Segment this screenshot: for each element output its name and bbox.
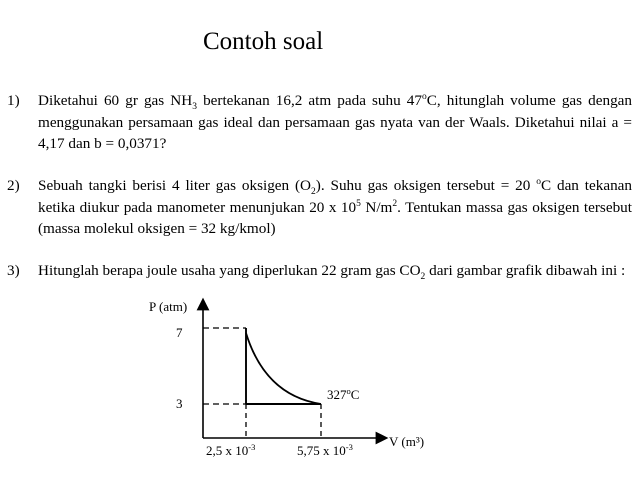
- p-low-label: 3: [176, 396, 183, 411]
- slide-title: Contoh soal: [203, 28, 324, 55]
- isotherm-temp-label: 327$^o$C: [327, 386, 360, 402]
- x-axis-label: V (m³): [389, 434, 425, 449]
- p-high-label: 7: [176, 325, 183, 340]
- question-text: Diketahui 60 gr gas $NH_3$ bertekanan 16,2 atm pada suhu 47$^o$C, hitunglah volume gas dengan menggunakan persamaan gas ideal dan persamaan gas nyata van der Waals. Diketahui nilai a = 4,17 dan b = 0,0371?: [38, 91, 632, 152]
- isotherm-curve: [246, 333, 321, 404]
- v1-label: 2,5 x $10^{-3}$: [206, 442, 256, 458]
- question-number: 1): [7, 92, 20, 109]
- question-text: Sebuah tangki berisi 4 liter gas oksigen $(O_2)$. Suhu gas oksigen tersebut = 20 $^o$C dan tekanan ketika diukur pada manometer menunjukan 20 x $10^5$ $N/m^2$. Tentukan massa gas oksigen tersebut (massa molekul oksigen = 32 kg/kmol): [38, 176, 632, 237]
- v2-label: 5,75 x $10^{-3}$: [297, 442, 353, 458]
- question-number: 2): [7, 177, 20, 194]
- y-axis-label: P (atm): [149, 299, 188, 314]
- question-number: 3): [7, 262, 20, 279]
- question-text: Hitunglah berapa joule usaha yang diperlukan 22 gram gas $CO_2$ dari gambar grafik dibawah ini :: [38, 262, 626, 283]
